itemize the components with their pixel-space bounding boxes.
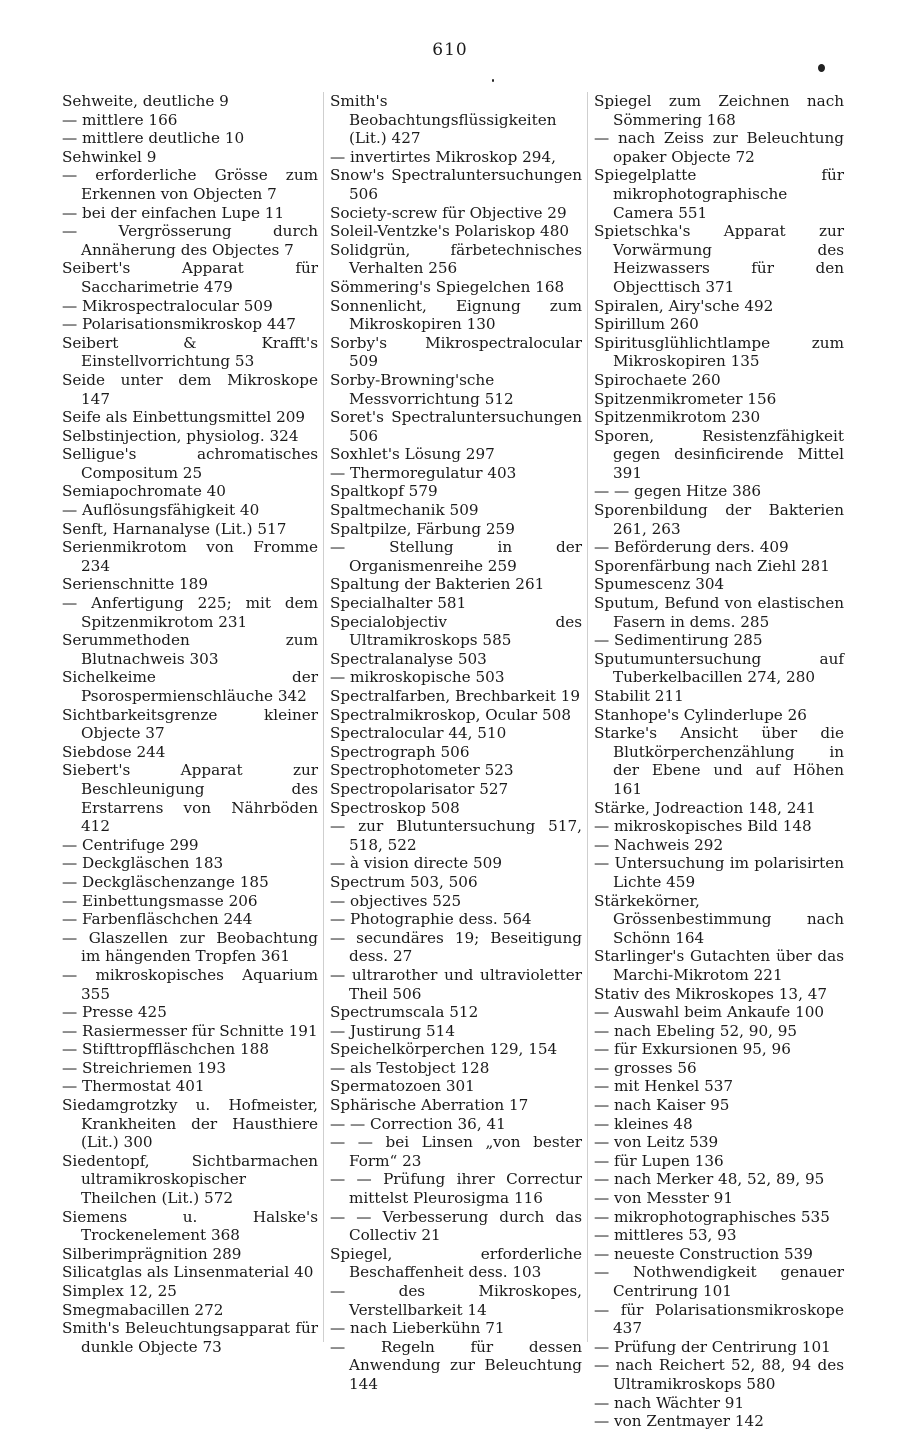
index-entry: — Polarisationsmikroskop 447 — [62, 315, 296, 334]
index-entry: — von Zentmayer 142 — [594, 1412, 764, 1431]
index-entry: Soxhlet's Lösung 297 — [330, 445, 495, 464]
index-entry: Spectrum 503, 506 — [330, 872, 478, 891]
index-entry: — Untersuchung im polarisirten Lichte 459 — [594, 854, 844, 891]
index-entry: — Vergrösserung durch Annäherung des Objectes 7 — [62, 222, 318, 259]
index-entry: — — Verbesserung durch das Collectiv 21 — [330, 1207, 582, 1245]
index-entry: Starke's Ansicht über die Blutkörperchenzählung in der Ebene und auf Höhen 161 — [594, 724, 844, 798]
index-entry: — mittleres 53, 93 — [594, 1226, 737, 1245]
index-entry: — Einbettungsmasse 206 — [62, 891, 258, 910]
index-entry: Seibert's Apparat für Saccharimetrie 479 — [62, 259, 318, 296]
index-entry: — Auflösungsfähigkeit 40 — [62, 501, 260, 520]
index-entry: Spiritusglühlichtlampe zum Mikroskopiren 135 — [594, 333, 844, 371]
index-entry: — nach Lieberkühn 71 — [330, 1319, 505, 1338]
index-entry: — secundäres 19; Beseitigung dess. 27 — [330, 928, 582, 966]
index-entry: Spietschka's Apparat zur Vorwärmung des Heizwassers für den Objecttisch 371 — [594, 222, 844, 296]
index-entry: Stärkekörner, Grössenbestimmung nach Schönn 164 — [594, 891, 844, 947]
index-entry: Sphärische Aberration 17 — [330, 1096, 529, 1115]
index-entry: Sichtbarkeitsgrenze kleiner Objecte 37 — [62, 705, 318, 743]
index-entry: — à vision directe 509 — [330, 854, 502, 873]
index-entry: — Stifttropffläschchen 188 — [62, 1040, 269, 1059]
index-entry: — invertirtes Mikroskop 294, — [330, 147, 556, 166]
index-entry: Solidgrün, färbetechnisches Verhalten 256 — [330, 240, 582, 278]
index-entry: — von Messter 91 — [594, 1189, 733, 1208]
index-entry: — mikroskopische 503 — [330, 668, 505, 687]
index-entry: — Glaszellen zur Beobachtung im hängenden Tropfen 361 — [62, 928, 318, 966]
index-entry: Sehwinkel 9 — [62, 147, 157, 166]
index-entry: — als Testobject 128 — [330, 1058, 490, 1077]
index-entry: — Nachweis 292 — [594, 835, 724, 854]
index-entry: Siemens u. Halske's Trockenelement 368 — [62, 1207, 318, 1245]
index-entry: — Beförderung ders. 409 — [594, 538, 789, 557]
index-entry: — — Correction 36, 41 — [330, 1114, 506, 1133]
index-entry: Sporenbildung der Bakterien 261, 263 — [594, 501, 844, 538]
index-entry: Serienschnitte 189 — [62, 575, 209, 594]
index-entry: — Auswahl beim Ankaufe 100 — [594, 1003, 825, 1022]
index-entry: — Mikrospectralocular 509 — [62, 296, 273, 315]
index-column-3 — [594, 92, 844, 1431]
index-entry: Spitzenmikrometer 156 — [594, 389, 777, 408]
index-entry: Simplex 12, 25 — [62, 1282, 177, 1300]
index-entry: Siebdose 244 — [62, 742, 166, 761]
index-entry: Sputumuntersuchung auf Tuberkelbacillen 274, 280 — [594, 649, 844, 687]
index-entry: — mittlere deutliche 10 — [62, 129, 245, 148]
index-entry: Smegmabacillen 272 — [62, 1300, 224, 1319]
index-entry: — Photographie dess. 564 — [330, 910, 532, 929]
index-entry: — Presse 425 — [62, 1003, 167, 1022]
column-rule — [587, 92, 588, 1342]
ink-speck — [818, 64, 825, 72]
index-entry: Specialobjectiv des Ultramikroskops 585 — [330, 612, 582, 650]
index-entry: Spectrograph 506 — [330, 742, 470, 761]
index-entry: Sputum, Befund von elastischen Fasern in dems. 285 — [594, 594, 844, 631]
index-entry: Spiegelplatte für mikrophotographische Camera 551 — [594, 166, 844, 222]
index-entry: Sorby's Mikrospectralocular 509 — [330, 333, 582, 371]
index-entry: Sporenfärbung nach Ziehl 281 — [594, 556, 830, 575]
index-entry: Spectralanalyse 503 — [330, 649, 487, 668]
index-entry: — nach Zeiss zur Beleuchtung opaker Objecte 72 — [594, 129, 844, 166]
index-entry: Soleil-Ventzke's Polariskop 480 — [330, 222, 570, 241]
ink-speck — [492, 79, 494, 82]
index-entry: — für Polarisationsmikroskope 437 — [594, 1300, 844, 1338]
index-entry: Sichelkeime der Psorospermienschläuche 342 — [62, 668, 318, 705]
index-entry: — Centrifuge 299 — [62, 835, 199, 854]
index-entry: Spectralmikroskop, Ocular 508 — [330, 705, 572, 724]
index-column-2 — [330, 92, 582, 1394]
index-entry: Spiegel, erforderliche Beschaffenheit dess. 103 — [330, 1244, 582, 1282]
index-entry: — kleines 48 — [594, 1114, 693, 1133]
index-entry: — für Lupen 136 — [594, 1151, 724, 1170]
index-entry: — Thermostat 401 — [62, 1077, 205, 1096]
index-entry: — Farbenfläschchen 244 — [62, 910, 253, 929]
index-entry: Spirillum 260 — [594, 315, 699, 334]
page-number: 610 — [432, 40, 468, 60]
index-entry: — — Prüfung ihrer Correctur mittelst Pleurosigma 116 — [330, 1170, 582, 1208]
index-entry: — nach Kaiser 95 — [594, 1096, 730, 1115]
index-entry: Smith's Beleuchtungsapparat für dunkle Objecte 73 — [62, 1319, 318, 1356]
index-entry: — Anfertigung 225; mit dem Spitzenmikrotom 231 — [62, 594, 318, 631]
index-entry: Soret's Spectraluntersuchungen 506 — [330, 408, 582, 445]
index-entry: — objectives 525 — [330, 891, 462, 910]
index-entry: — nach Wächter 91 — [594, 1393, 745, 1412]
index-entry: Spaltkopf 579 — [330, 482, 438, 501]
index-entry: Spectroskop 508 — [330, 798, 460, 817]
index-entry: — Streichriemen 193 — [62, 1058, 227, 1077]
index-entry: — Prüfung der Centrirung 101 — [594, 1337, 831, 1356]
index-entry: — grosses 56 — [594, 1058, 697, 1077]
index-entry: Spumescenz 304 — [594, 575, 725, 594]
index-entry: Siedentopf, Sichtbarmachen ultramikroskopischer Theilchen (Lit.) 572 — [62, 1151, 318, 1208]
index-entry: — mittlere 166 — [62, 110, 178, 129]
index-entry: — Thermoregulatur 403 — [330, 463, 517, 482]
index-entry: Society-screw für Objective 29 — [330, 203, 567, 222]
index-entry: — des Mikroskopes, Verstellbarkeit 14 — [330, 1282, 582, 1319]
index-entry: Siedamgrotzky u. Hofmeister, Krankheiten der Hausthiere (Lit.) 300 — [62, 1096, 318, 1152]
index-entry: Selbstinjection, physiolog. 324 — [62, 426, 299, 445]
index-entry: Seibert & Krafft's Einstellvorrichtung 53 — [62, 333, 318, 371]
index-entry: Seife als Einbettungsmittel 209 — [62, 408, 306, 427]
index-entry: — Deckgläschenzange 185 — [62, 872, 269, 891]
index-entry: — Justirung 514 — [330, 1021, 456, 1040]
index-entry: Specialhalter 581 — [330, 594, 467, 613]
index-entry: — — gegen Hitze 386 — [594, 482, 762, 501]
index-entry: — Rasiermesser für Schnitte 191 — [62, 1021, 318, 1040]
index-entry: — mit Henkel 537 — [594, 1077, 734, 1096]
index-entry: — erforderliche Grösse zum Erkennen von Objecten 7 — [62, 166, 318, 203]
index-entry: — neueste Construction 539 — [594, 1244, 813, 1263]
index-entry: Spectrophotometer 523 — [330, 761, 514, 780]
index-entry: Spiegel zum Zeichnen nach Sömmering 168 — [594, 92, 844, 129]
index-entry: Spectralfarben, Brechbarkeit 19 — [330, 687, 581, 705]
index-entry: Silicatglas als Linsenmaterial 40 — [62, 1263, 314, 1282]
index-entry: — bei der einfachen Lupe 11 — [62, 203, 285, 222]
index-entry: Sorby-Browning'sche Messvorrichtung 512 — [330, 370, 514, 408]
index-entry: Sömmering's Spiegelchen 168 — [330, 277, 565, 296]
index-entry: Siebert's Apparat zur Beschleunigung des Erstarrens von Nährböden 412 — [62, 761, 318, 836]
index-entry: Stanhope's Cylinderlupe 26 — [594, 705, 807, 724]
index-entry: Stabilit 211 — [594, 687, 684, 705]
index-entry: Serienmikrotom von Fromme 234 — [62, 538, 318, 575]
index-entry: Spaltpilze, Färbung 259 — [330, 519, 515, 538]
column-rule — [323, 92, 324, 1342]
index-entry: Sonnenlicht, Eignung zum Mikroskopiren 130 — [330, 296, 582, 334]
index-entry: — für Exkursionen 95, 96 — [594, 1040, 791, 1059]
index-entry: — Nothwendigkeit genauer Centrirung 101 — [594, 1263, 844, 1300]
index-entry: Spectropolarisator 527 — [330, 779, 509, 798]
index-entry: — nach Merker 48, 52, 89, 95 — [594, 1170, 825, 1189]
index-entry: Senft, Harnanalyse (Lit.) 517 — [62, 519, 287, 538]
index-column-1 — [62, 92, 318, 1356]
index-entry: Spirochaete 260 — [594, 370, 721, 389]
index-entry: — zur Blutuntersuchung 517, 518, 522 — [330, 817, 582, 854]
index-entry: Seide unter dem Mikroskope 147 — [62, 370, 318, 408]
index-entry: — Deckgläschen 183 — [62, 854, 224, 873]
index-entry: — Sedimentirung 285 — [594, 631, 763, 650]
index-entry: Spiralen, Airy'sche 492 — [594, 296, 774, 315]
index-entry: Sporen, Resistenzfähigkeit gegen desinficirende Mittel 391 — [594, 426, 844, 482]
index-entry: — mikroskopisches Bild 148 — [594, 817, 812, 836]
index-entry: Spitzenmikrotom 230 — [594, 408, 761, 427]
index-entry: Stärke, Jodreaction 148, 241 — [594, 798, 816, 817]
index-entry: Spermatozoen 301 — [330, 1077, 475, 1096]
index-entry: Stativ des Mikroskopes 13, 47 — [594, 984, 828, 1003]
index-entry: Semiapochromate 40 — [62, 482, 226, 501]
index-entry: Spectrumscala 512 — [330, 1003, 479, 1022]
index-entry: — nach Ebeling 52, 90, 95 — [594, 1021, 798, 1040]
index-entry: Speichelkörperchen 129, 154 — [330, 1040, 558, 1059]
index-entry: Starlinger's Gutachten über das Marchi-Mikrotom 221 — [594, 947, 844, 984]
index-entry: Serummethoden zum Blutnachweis 303 — [62, 631, 318, 668]
index-entry: Smith's Beobachtungsflüssigkeiten (Lit.) 427 — [330, 92, 557, 148]
index-entry: Silberimprägnition 289 — [62, 1244, 242, 1263]
index-entry: — nach Reichert 52, 88, 94 des Ultramikroskops 580 — [594, 1356, 844, 1393]
index-entry: — Regeln für dessen Anwendung zur Beleuchtung 144 — [330, 1337, 582, 1393]
index-entry: — — bei Linsen „von bester Form“ 23 — [330, 1133, 582, 1170]
index-entry: — Stellung in der Organismenreihe 259 — [330, 538, 582, 575]
index-entry: — mikrophotographisches 535 — [594, 1207, 830, 1226]
index-entry: Spaltmechanik 509 — [330, 501, 479, 520]
index-entry: Spectralocular 44, 510 — [330, 724, 507, 743]
index-entry: Selligue's achromatisches Compositum 25 — [62, 445, 318, 482]
index-entry: — von Leitz 539 — [594, 1133, 719, 1152]
index-entry: Snow's Spectraluntersuchungen 506 — [330, 166, 582, 203]
index-entry: Sehweite, deutliche 9 — [62, 92, 229, 110]
index-entry: Spaltung der Bakterien 261 — [330, 575, 545, 594]
index-entry: — ultrarother und ultravioletter Theil 506 — [330, 965, 582, 1003]
index-entry: — mikroskopisches Aquarium 355 — [62, 965, 318, 1003]
